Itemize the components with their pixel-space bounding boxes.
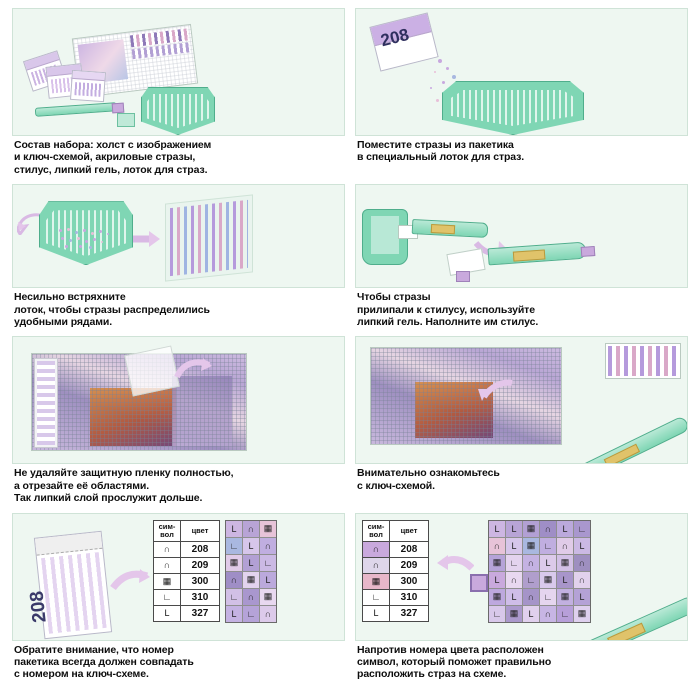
caption-line: Внимательно ознакомьтесь <box>357 467 500 480</box>
adhesive-gel <box>117 113 135 127</box>
key-color-code: 208 <box>181 541 220 557</box>
rhinestone-tray <box>442 81 584 135</box>
step-4-caption <box>355 288 688 334</box>
key-color-code: 327 <box>390 605 429 621</box>
key-color-code: 310 <box>181 589 220 605</box>
caption-line: Так липкий слой прослужит дольше. <box>14 492 203 505</box>
rhinestones-in-tray <box>57 227 115 249</box>
caption-line: Чтобы стразы <box>357 291 431 304</box>
table-row <box>363 541 429 557</box>
key-symbol: ▦ <box>154 573 181 589</box>
step-7-illustration <box>12 513 345 641</box>
step-4-illustration <box>355 184 688 288</box>
step-7-caption <box>12 641 345 687</box>
key-color-code: 327 <box>181 605 220 621</box>
stylus-tool <box>35 102 117 117</box>
packet-number: 208 <box>378 24 411 51</box>
key-color-code: 310 <box>390 589 429 605</box>
table-row <box>363 589 429 605</box>
step-2-illustration <box>355 8 688 136</box>
step-4 <box>355 184 688 334</box>
key-symbol: L <box>154 605 181 621</box>
key-color-code: 300 <box>390 573 429 589</box>
rhinestone-packet <box>26 530 112 639</box>
step-2 <box>355 8 688 182</box>
step-1-illustration <box>12 8 345 136</box>
table-row <box>154 541 220 557</box>
place-arrow-icon <box>478 379 516 403</box>
key-color-code: 300 <box>181 573 220 589</box>
key-symbol: ∟ <box>154 589 181 605</box>
key-symbol: ∩ <box>154 557 181 573</box>
key-table-body <box>363 541 429 621</box>
step-3-caption <box>12 288 345 334</box>
caption-line: и ключ-схемой, акриловые стразы, <box>14 151 196 164</box>
caption-line: стилус, липкий гель, лоток для страз. <box>14 163 208 176</box>
symbol-swatch-grid: L ∩ ▦ ∟ L ∩ ▦ L ∟ ∩ ▦ L ∟ ∩ ▦ L ∟ ∩ <box>225 520 277 623</box>
step-8-illustration <box>355 513 688 641</box>
caption-line: Несильно встряхните <box>14 291 126 304</box>
caption-line: липкий гель. Наполните им стилус. <box>357 316 539 329</box>
step-1-caption <box>12 136 345 182</box>
table-row <box>154 589 220 605</box>
key-chart <box>605 343 681 379</box>
step-5-caption <box>12 464 345 510</box>
caption-line: расположить страз на схеме. <box>357 668 507 681</box>
key-table-header-symbol: сим- вол <box>363 520 390 541</box>
step-8-caption <box>355 641 688 687</box>
key-color-code: 209 <box>390 557 429 573</box>
rhinestone-packet <box>369 12 438 71</box>
caption-line: Обратите внимание, что номер <box>14 643 174 656</box>
caption-line: Не удаляйте защитную пленку полностью, <box>14 467 234 480</box>
symbol-swatch-grid: L L ▦ ∩ L ∟ ∩ L ▦ ∟ ∩ L ▦ ∟ ∩ L ▦ ∩ L ∩ ∟ ▦ L ∩ ▦ L ∩ ∟ ▦ L ∟ ▦ L ∩ ∟ ▦ <box>488 520 591 623</box>
caption-line: в специальный лоток для страз. <box>357 151 525 164</box>
step-2-caption <box>355 136 688 170</box>
caption-line: прилипали к стилусу, используйте <box>357 303 535 316</box>
table-row <box>154 573 220 589</box>
step-6 <box>355 336 688 510</box>
stylus-tool <box>574 416 688 465</box>
key-table-header-symbol: сим- вол <box>154 520 181 541</box>
caption-line: Напротив номера цвета расположен <box>357 643 544 656</box>
table-row <box>363 557 429 573</box>
caption-line: Состав набора: холст с изображением <box>14 139 212 151</box>
key-symbol: ∟ <box>363 589 390 605</box>
key-table-header-color: цвет <box>181 520 220 541</box>
caption-line: лоток, чтобы стразы распределились <box>14 303 210 316</box>
result-arrow-icon <box>131 229 161 249</box>
step-3-illustration <box>12 184 345 288</box>
canvas-with-image <box>370 347 562 445</box>
table-row <box>363 573 429 589</box>
caption-line: с ключ-схемой. <box>357 479 435 492</box>
step-5 <box>12 336 345 510</box>
caption-line: символ, который поможет правильно <box>357 656 552 669</box>
rhinestone-on-stylus <box>470 574 488 592</box>
key-table <box>362 520 429 622</box>
step-3 <box>12 184 345 334</box>
key-symbol: ∩ <box>154 541 181 557</box>
step-7 <box>12 513 345 687</box>
key-color-code: 208 <box>390 541 429 557</box>
step-6-illustration <box>355 336 688 464</box>
canvas-with-image <box>31 353 247 451</box>
caption-line: пакетика всегда должен совпадать <box>14 656 194 669</box>
key-symbol: ▦ <box>363 573 390 589</box>
table-row <box>363 605 429 621</box>
rhinestone-packet <box>70 70 106 102</box>
caption-line: удобными рядами. <box>14 316 113 329</box>
key-symbol: L <box>363 605 390 621</box>
caption-line: с номером на ключ-схеме. <box>14 668 149 681</box>
stylus-tip <box>112 103 125 114</box>
stylus-tool <box>412 219 489 238</box>
peel-arrow-icon <box>173 357 213 383</box>
step-1 <box>12 8 345 182</box>
key-table-header-color: цвет <box>390 520 429 541</box>
match-arrow-icon <box>109 568 151 594</box>
packet-number: 208 <box>26 589 51 624</box>
table-row <box>154 605 220 621</box>
key-table <box>153 520 220 622</box>
caption-line: Поместите стразы из пакетика <box>357 139 514 151</box>
rhinestone-tray <box>141 87 215 135</box>
key-chart-strip <box>34 358 58 448</box>
step-5-illustration <box>12 336 345 464</box>
key-color-code: 209 <box>181 557 220 573</box>
step-8 <box>355 513 688 687</box>
stylus-tip <box>456 271 470 282</box>
key-table-body <box>154 541 220 621</box>
key-symbol: ∩ <box>363 541 390 557</box>
rhinestones-in-rows <box>165 195 253 282</box>
symbol-arrow-icon <box>434 554 474 576</box>
table-row <box>154 557 220 573</box>
step-6-caption <box>355 464 688 498</box>
key-symbol: ∩ <box>363 557 390 573</box>
caption-line: а отрезайте её областями. <box>14 479 150 492</box>
